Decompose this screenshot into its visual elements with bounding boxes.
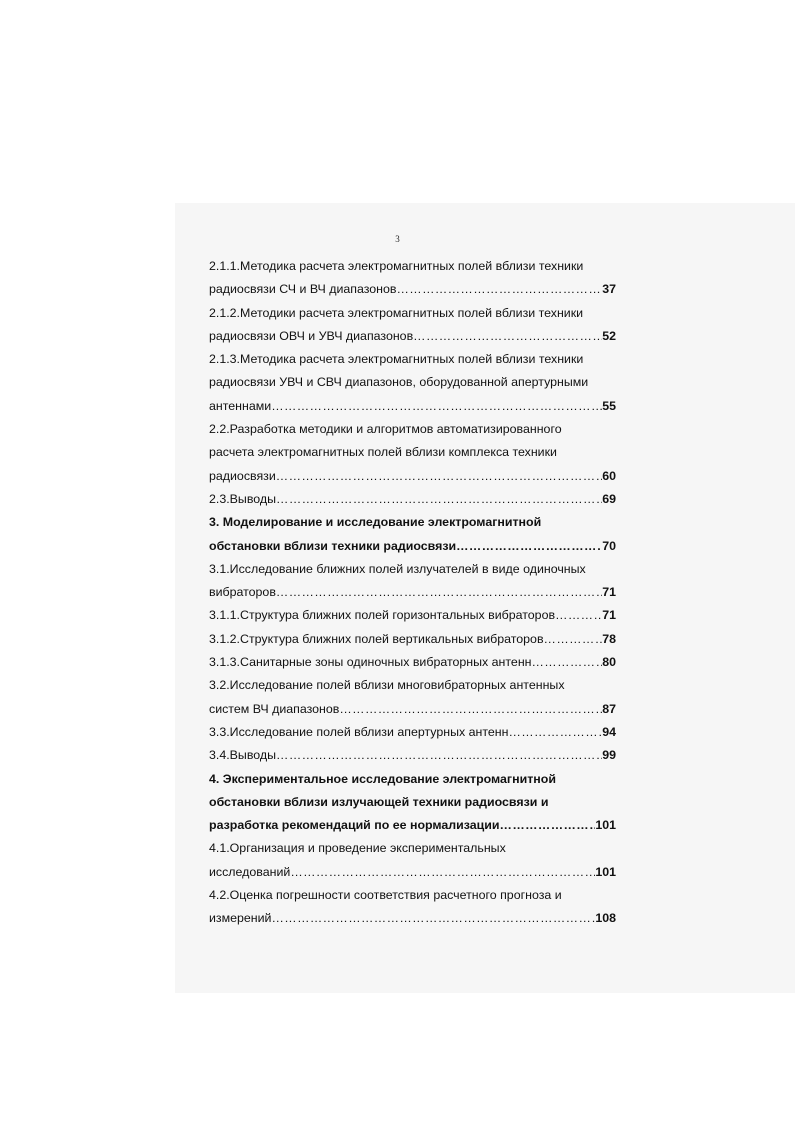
- toc-entry-final-line: [209, 581, 616, 604]
- dot-leader: [500, 814, 596, 837]
- toc-entry-final-line: [209, 721, 616, 744]
- toc-entry-line: 2.1.3.Методика расчета электромагнитных полей вблизи техники: [209, 352, 584, 367]
- toc-entry-final-line: [209, 907, 616, 930]
- dot-leader: [271, 907, 595, 930]
- toc-entry: [209, 651, 616, 674]
- toc-entry-line: 2.1.2.Методики расчета электромагнитных полей вблизи техники: [209, 305, 584, 320]
- toc-page-number: 108: [595, 911, 616, 926]
- toc-entry-final-line: [209, 488, 616, 511]
- toc-entry-line: расчета электромагнитных полей вблизи комплекса техники: [209, 445, 557, 460]
- toc-entry-final-line: [209, 465, 616, 488]
- toc-entry-title: радиосвязи: [209, 468, 276, 483]
- toc-entry-line: 3.1.Исследование ближних полей излучателей в виде одиночных: [209, 561, 586, 576]
- toc-entry-title: 3.1.2.Структура ближних полей вертикальных вибраторов: [209, 631, 544, 646]
- toc-entry-title: измерений: [209, 911, 272, 926]
- toc-entry-title: 3.1.1.Структура ближних полей горизонтальных вибраторов: [209, 608, 556, 623]
- toc-page-number: 55: [602, 398, 616, 413]
- toc-entry-title: разработка рекомендаций по ее нормализации: [209, 818, 500, 833]
- toc-entry-line: 3. Моделирование и исследование электромагнитной: [209, 515, 542, 530]
- toc-entry: [209, 768, 616, 838]
- toc-page-number: 69: [602, 491, 616, 506]
- toc-entry: [209, 488, 616, 511]
- toc-page-number: 71: [602, 608, 616, 623]
- toc-entry-final-line: [209, 814, 616, 837]
- toc-page-number: 78: [602, 631, 616, 646]
- toc-entry-final-line: [209, 861, 616, 884]
- toc-entry-line: 4.2.Оценка погрешности соответствия расчетного прогноза и: [209, 888, 562, 903]
- dot-leader: [339, 698, 602, 721]
- toc-entry-final-line: [209, 698, 616, 721]
- toc-entry: [209, 302, 616, 349]
- toc-entry-line: обстановки вблизи излучающей техники радиосвязи и: [209, 794, 549, 809]
- toc-page-number: 80: [602, 655, 616, 670]
- toc-entry-final-line: [209, 604, 616, 627]
- toc-entry-title: 3.4.Выводы: [209, 748, 277, 763]
- toc-entry-title: 3.1.3.Санитарные зоны одиночных вибраторных антенн: [209, 655, 532, 670]
- toc-entry-title: радиосвязи ОВЧ и УВЧ диапазонов: [209, 328, 414, 343]
- toc-entry-title: обстановки вблизи техники радиосвязи: [209, 538, 457, 553]
- toc-entry: [209, 348, 616, 418]
- dot-leader: [456, 535, 602, 558]
- dot-leader: [555, 604, 602, 627]
- dot-leader: [276, 488, 602, 511]
- toc-entry-line: радиосвязи УВЧ и СВЧ диапазонов, оборудованной апертурными: [209, 375, 589, 390]
- toc-entry-title: 2.3.Выводы: [209, 491, 277, 506]
- toc-entry: [209, 884, 616, 931]
- dot-leader: [271, 395, 602, 418]
- table-of-contents: [209, 255, 616, 931]
- dot-leader: [508, 721, 602, 744]
- dot-leader: [544, 628, 603, 651]
- toc-entry: [209, 558, 616, 605]
- toc-page-number: 52: [602, 328, 616, 343]
- toc-entry: [209, 418, 616, 488]
- dot-leader: [532, 651, 603, 674]
- toc-entry: [209, 721, 616, 744]
- toc-entry-title: исследований: [209, 864, 291, 879]
- toc-entry-line: 2.1.1.Методика расчета электромагнитных полей вблизи техники: [209, 259, 584, 273]
- toc-entry: [209, 837, 616, 884]
- toc-entry-title: вибраторов: [209, 585, 276, 600]
- dot-leader: [276, 465, 602, 488]
- toc-entry-final-line: [209, 744, 616, 767]
- toc-entry-final-line: [209, 395, 616, 418]
- toc-entry-final-line: [209, 628, 616, 651]
- toc-page-number: 87: [602, 701, 616, 716]
- toc-page-number: 71: [602, 585, 616, 600]
- dot-leader: [413, 325, 602, 348]
- toc-page-number: 101: [595, 818, 616, 833]
- dot-leader: [396, 278, 602, 301]
- dot-leader: [276, 744, 602, 767]
- toc-entry-final-line: [209, 651, 616, 674]
- toc-entry-line: 3.2.Исследование полей вблизи многовибраторных антенных: [209, 678, 565, 693]
- toc-entry: [209, 628, 616, 651]
- toc-entry-title: антеннами: [209, 398, 272, 413]
- toc-page-number: 94: [602, 724, 616, 739]
- dot-leader: [290, 861, 595, 884]
- toc-page-number: 60: [602, 468, 616, 483]
- toc-page-number: 37: [602, 282, 616, 297]
- toc-entry: [209, 255, 616, 302]
- toc-entry: [209, 511, 616, 558]
- toc-entry-final-line: [209, 535, 616, 558]
- toc-entry-title: систем ВЧ диапазонов: [209, 701, 340, 716]
- toc-entry-final-line: [209, 278, 616, 301]
- toc-entry: [209, 604, 616, 627]
- toc-entry-line: 4.1.Организация и проведение экспериментальных: [209, 841, 506, 856]
- toc-entry: [209, 674, 616, 721]
- toc-page-number: 99: [602, 748, 616, 763]
- page-number: 3: [395, 234, 400, 244]
- toc-entry-title: 3.3.Исследование полей вблизи апертурных антенн: [209, 724, 509, 739]
- toc-entry: [209, 744, 616, 767]
- toc-entry-line: 2.2.Разработка методики и алгоритмов автоматизированного: [209, 422, 562, 437]
- toc-page-number: 101: [595, 864, 616, 879]
- toc-page-number: 70: [602, 538, 616, 553]
- toc-entry-title: радиосвязи СЧ и ВЧ диапазонов: [209, 282, 397, 297]
- dot-leader: [276, 581, 602, 604]
- toc-entry-line: 4. Экспериментальное исследование электромагнитной: [209, 771, 556, 786]
- toc-entry-final-line: [209, 325, 616, 348]
